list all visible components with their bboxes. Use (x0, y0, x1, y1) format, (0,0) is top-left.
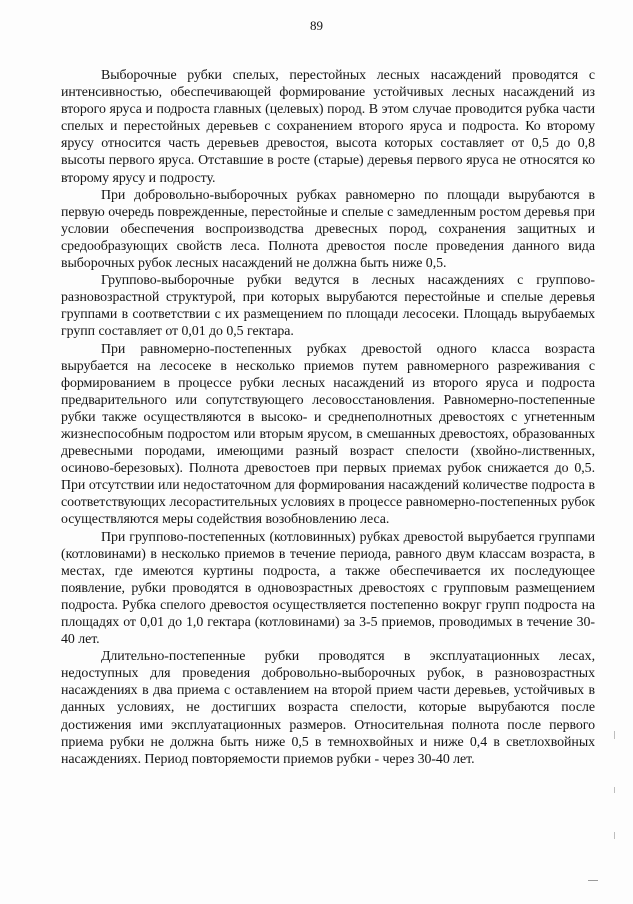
paragraph-voluntary-selective-felling: При добровольно-выборочных рубках равномерно по площади вырубаются в первую очередь поврежденные, перестойные и спелые с замедленным ростом деревья при условии обеспечения воспроизводства древесных пород, сохранения защитных и средообразующих свойств леса. Полнота древостоя после проведения данного вида выборочных рубок лесных насаждений не должна быть ниже 0,5. (61, 187, 595, 272)
paragraph-group-gradual-felling: При группово-постепенных (котловинных) рубках древостой вырубается группами (котловинами) в несколько приемов в течение периода, равного двум классам возраста, в местах, где имеются куртины подроста, а также обеспечивается их последующее появление, рубки проводятся в одновозрастных древостоях с групповым размещением подроста. Рубка спелого древостоя осуществляется постепенно вокруг групп подроста на площадях от 0,01 до 1,0 гектара (котловинами) за 3-5 приемов, проводимых в течение 30-40 лет. (61, 529, 595, 648)
scan-artifact-mark (614, 731, 615, 739)
paragraph-group-selective-felling: Группово-выборочные рубки ведутся в лесных насаждениях с группово-разновозрастной структурой, при которых вырубаются перестойные и спелые деревья группами в соответствии с их размещением по площади лесосеки. Площадь вырубаемых групп составляет от 0,01 до 0,5 гектара. (61, 273, 595, 340)
scan-artifact-dash (588, 880, 598, 881)
scan-artifact-mark (614, 832, 615, 839)
page-number: 89 (310, 18, 323, 33)
paragraph-selective-felling: Выборочные рубки спелых, перестойных лесных насаждений проводятся с интенсивностью, обеспечивающей формирование устойчивых лесных насаждений из второго яруса и подроста главных (целевых) пород. В этом случае проводится рубка части спелых и перестойных деревьев с сохранением второго яруса и подроста. Ко второму ярусу относится часть деревьев древостоя, высота которых составляет от 0,5 до 0,8 высоты первого яруса. Отставшие в росте (старые) деревья первого яруса не относятся ко второму ярусу и подросту. (61, 68, 595, 186)
paragraph-uniform-gradual-felling: При равномерно-постепенных рубках древостой одного класса возраста вырубается на лесосеке в несколько приемов путем равномерного разреживания с формированием в процессе рубки лесных насаждений из второго яруса и подроста предварительного или сопутствующего лесовосстановления. Равномерно-постепенные рубки также осуществляются в высоко- и среднеполнотных древостоях с угнетенным жизнеспособным подростом или вторым ярусом, в смешанных древостоях, образованных древесными породами, имеющими разный возраст спелости (хвойно-лиственных, осиново-березовых). Полнота древостоев при первых приемах рубок снижается до 0,5. При отсутствии или недостаточном для формирования насаждений количестве подроста в соответствующих лесорастительных условиях в процессе равномерно-постепенных рубок осуществляются меры содействия возобновлению леса. (61, 341, 595, 528)
scan-artifact-mark (614, 787, 615, 793)
document-body (61, 67, 595, 768)
paragraph-long-term-gradual-felling: Длительно-постепенные рубки проводятся в эксплуатационных лесах, недоступных для проведения добровольно-выборочных рубок, в разновозрастных насаждениях в два приема с оставлением на второй прием части деревьев, устойчивых в данных условиях, не достигших возраста спелости, которые вырубаются после достижения ими эксплуатационных размеров. Относительная полнота после первого приема рубки не должна быть ниже 0,5 в темнохвойных и ниже 0,4 в светлохвойных насаждениях. Период повторяемости приемов рубки - через 30-40 лет. (61, 649, 595, 767)
